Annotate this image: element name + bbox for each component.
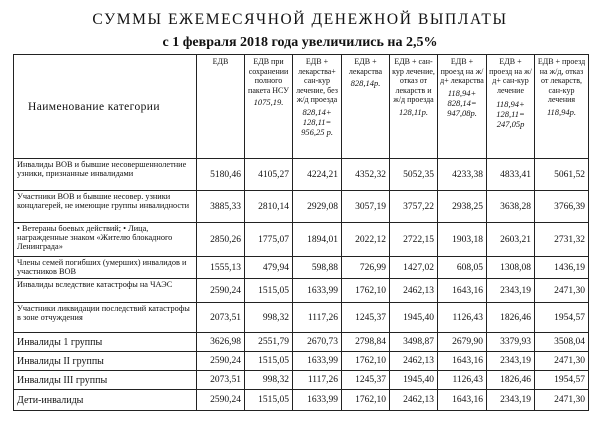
amount-cell: 1643,16 <box>438 352 487 371</box>
table-row <box>14 257 589 279</box>
column-header: ЕДВ + проезд на ж/д+ лекарства 118,94+ 828,14= 947,08р. <box>438 55 487 159</box>
amount-cell: 3498,87 <box>390 333 438 352</box>
column-header: ЕДВ + проезд на ж/д, отказ от лекарств, сан-кур лечения 118,94р. <box>535 55 589 159</box>
amount-cell: 2603,21 <box>487 223 535 257</box>
category-cell: Инвалиды 1 группы <box>14 333 197 352</box>
amount-cell: 5180,46 <box>197 159 245 191</box>
amount-cell: 998,32 <box>245 303 293 333</box>
category-cell: Инвалиды II группы <box>14 352 197 371</box>
table-row <box>14 279 589 303</box>
amount-cell: 2731,32 <box>535 223 589 257</box>
amount-cell: 608,05 <box>438 257 487 279</box>
amount-cell: 1643,16 <box>438 279 487 303</box>
amount-cell: 726,99 <box>342 257 390 279</box>
amount-cell: 2810,14 <box>245 191 293 223</box>
column-header: ЕДВ <box>197 55 245 159</box>
amount-cell: 1643,16 <box>438 390 487 411</box>
amount-cell: 3638,28 <box>487 191 535 223</box>
amount-cell: 1826,46 <box>487 371 535 390</box>
category-cell: • Ветераны боевых действий; • Лица, награжденные знаком «Жителю блокадного Ленинграда» <box>14 223 197 257</box>
amount-cell: 1954,57 <box>535 371 589 390</box>
amount-cell: 2462,13 <box>390 352 438 371</box>
amount-cell: 2590,24 <box>197 279 245 303</box>
amount-cell: 2679,90 <box>438 333 487 352</box>
amount-cell: 2590,24 <box>197 390 245 411</box>
amount-cell: 1633,99 <box>293 352 342 371</box>
table-row <box>14 390 589 411</box>
category-cell: Инвалиды вследствие катастрофы на ЧАЭС <box>14 279 197 303</box>
column-header: ЕДВ + лекарства+ сан-кур лечение, без ж/д проезда 828,14+ 128,11= 956,25 р. <box>293 55 342 159</box>
amount-cell: 1826,46 <box>487 303 535 333</box>
table-row <box>14 159 589 191</box>
amount-cell: 1245,37 <box>342 371 390 390</box>
header-row <box>14 55 589 159</box>
amount-cell: 1436,19 <box>535 257 589 279</box>
document-subtitle: с 1 февраля 2018 года увеличились на 2,5% <box>162 35 438 50</box>
amount-cell: 1762,10 <box>342 390 390 411</box>
document-title: СУММЫ ЕЖЕМЕСЯЧНОЙ ДЕНЕЖНОЙ ВЫПЛАТЫ <box>92 11 508 28</box>
amount-cell: 4352,32 <box>342 159 390 191</box>
amount-cell: 3766,39 <box>535 191 589 223</box>
amount-cell: 3379,93 <box>487 333 535 352</box>
amount-cell: 4105,27 <box>245 159 293 191</box>
amount-cell: 2929,08 <box>293 191 342 223</box>
column-header: ЕДВ + лекарства 828,14р. <box>342 55 390 159</box>
amount-cell: 2073,51 <box>197 371 245 390</box>
table-body <box>14 159 589 411</box>
amount-cell: 598,88 <box>293 257 342 279</box>
amount-cell: 3885,33 <box>197 191 245 223</box>
amount-cell: 1633,99 <box>293 390 342 411</box>
amount-cell: 2471,30 <box>535 390 589 411</box>
amount-cell: 2590,24 <box>197 352 245 371</box>
amount-cell: 2022,12 <box>342 223 390 257</box>
category-cell: Члены семей погибших (умерших) инвалидов и участников ВОВ <box>14 257 197 279</box>
amount-cell: 1515,05 <box>245 352 293 371</box>
amount-cell: 2471,30 <box>535 279 589 303</box>
category-cell: Участники ВОВ и бывшие несовер. узники концлагерей, не имеющие группы инвалидности <box>14 191 197 223</box>
table-row <box>14 371 589 390</box>
amount-cell: 1117,26 <box>293 371 342 390</box>
amount-cell: 1954,57 <box>535 303 589 333</box>
amount-cell: 1633,99 <box>293 279 342 303</box>
amount-cell: 1126,43 <box>438 303 487 333</box>
amount-cell: 2938,25 <box>438 191 487 223</box>
table-row <box>14 303 589 333</box>
amount-cell: 3508,04 <box>535 333 589 352</box>
amount-cell: 1762,10 <box>342 352 390 371</box>
amount-cell: 2471,30 <box>535 352 589 371</box>
payments-table <box>13 54 589 411</box>
category-cell: Дети-инвалиды <box>14 390 197 411</box>
table-row <box>14 223 589 257</box>
amount-cell: 4224,21 <box>293 159 342 191</box>
amount-cell: 998,32 <box>245 371 293 390</box>
amount-cell: 2343,19 <box>487 279 535 303</box>
amount-cell: 1126,43 <box>438 371 487 390</box>
amount-cell: 1945,40 <box>390 303 438 333</box>
amount-cell: 5052,35 <box>390 159 438 191</box>
amount-cell: 2343,19 <box>487 390 535 411</box>
amount-cell: 2850,26 <box>197 223 245 257</box>
column-header: ЕДВ + проезд на ж/д+ сан-кур лечение 118,94+ 128,11= 247,05р <box>487 55 535 159</box>
column-header: ЕДВ при сохранении полного пакета НСУ 1075,19. <box>245 55 293 159</box>
amount-cell: 2343,19 <box>487 352 535 371</box>
table-row <box>14 191 589 223</box>
amount-cell: 4833,41 <box>487 159 535 191</box>
amount-cell: 2073,51 <box>197 303 245 333</box>
amount-cell: 1308,08 <box>487 257 535 279</box>
category-cell: Инвалиды III группы <box>14 371 197 390</box>
amount-cell: 4233,38 <box>438 159 487 191</box>
amount-cell: 1515,05 <box>245 279 293 303</box>
amount-cell: 2722,15 <box>390 223 438 257</box>
amount-cell: 1117,26 <box>293 303 342 333</box>
amount-cell: 1555,13 <box>197 257 245 279</box>
category-column-header: Наименование категории <box>14 55 197 159</box>
table-row <box>14 333 589 352</box>
category-cell: Инвалиды ВОВ и бывшие несовершеннолетние узники, признанные инвалидами <box>14 159 197 191</box>
amount-cell: 1894,01 <box>293 223 342 257</box>
amount-cell: 1245,37 <box>342 303 390 333</box>
category-cell: Участники ликвидации последствий катастрофы в зоне отчуждения <box>14 303 197 333</box>
amount-cell: 2551,79 <box>245 333 293 352</box>
amount-cell: 3626,98 <box>197 333 245 352</box>
amount-cell: 479,94 <box>245 257 293 279</box>
amount-cell: 2462,13 <box>390 279 438 303</box>
table-row <box>14 352 589 371</box>
amount-cell: 1903,18 <box>438 223 487 257</box>
amount-cell: 1762,10 <box>342 279 390 303</box>
amount-cell: 3757,22 <box>390 191 438 223</box>
amount-cell: 1945,40 <box>390 371 438 390</box>
amount-cell: 5061,52 <box>535 159 589 191</box>
amount-cell: 1427,02 <box>390 257 438 279</box>
amount-cell: 1775,07 <box>245 223 293 257</box>
amount-cell: 1515,05 <box>245 390 293 411</box>
column-header: ЕДВ + сан-кур лечение, отказ от лекарств и ж/д проезда 128,11р. <box>390 55 438 159</box>
amount-cell: 2798,84 <box>342 333 390 352</box>
amount-cell: 2462,13 <box>390 390 438 411</box>
amount-cell: 2670,73 <box>293 333 342 352</box>
amount-cell: 3057,19 <box>342 191 390 223</box>
